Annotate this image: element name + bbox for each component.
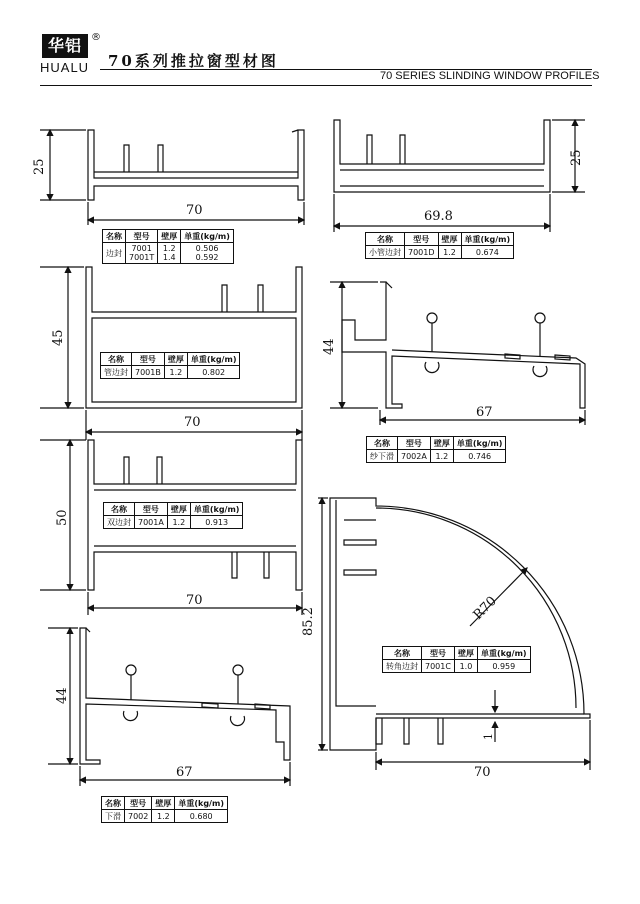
- dim-7002-height: 44: [55, 687, 70, 704]
- dim-7002-width: 67: [176, 765, 193, 780]
- page-title-cn: 70系列推拉窗型材图: [108, 52, 279, 70]
- cell-name: 纱下滑: [367, 450, 398, 463]
- col-header-weight: 单重(kg/m): [181, 230, 234, 243]
- cell-name: 小管边封: [366, 246, 405, 259]
- col-header-thickness: 壁厚: [158, 230, 181, 243]
- col-header-model: 型号: [135, 503, 168, 516]
- col-header-model: 型号: [405, 233, 439, 246]
- cell-thickness: 1.2: [167, 516, 190, 529]
- col-header-name: 名称: [366, 233, 405, 246]
- col-header-name: 名称: [103, 230, 126, 243]
- dim-7001B-height: 45: [51, 329, 66, 346]
- col-header-weight: 单重(kg/m): [453, 437, 506, 450]
- profile-7001C-drawing: [318, 498, 590, 770]
- col-header-model: 型号: [126, 230, 158, 243]
- col-header-thickness: 壁厚: [167, 503, 190, 516]
- spec-table-7001B: [100, 352, 240, 379]
- col-header-weight: 单重(kg/m): [187, 353, 240, 366]
- cell-name: 边封: [103, 243, 126, 264]
- logo-english: HUALU: [40, 60, 90, 75]
- col-header-model: 型号: [422, 647, 455, 660]
- cell-model: 7001D: [405, 246, 439, 259]
- dim-7001C-radius: R70: [470, 593, 500, 623]
- cell-weight: 0.674: [461, 246, 514, 259]
- col-header-weight: 单重(kg/m): [190, 503, 243, 516]
- col-header-name: 名称: [383, 647, 422, 660]
- cell-thickness-line: 1.2: [162, 244, 176, 253]
- spec-table-7001D: [365, 232, 514, 259]
- cell-model: 7001B: [132, 366, 165, 379]
- col-header-name: 名称: [104, 503, 135, 516]
- cell-weight: 0.680: [175, 810, 228, 823]
- dim-7001B-width: 70: [184, 415, 201, 430]
- col-header-thickness: 壁厚: [430, 437, 453, 450]
- logo-mark: 华铝: [42, 34, 88, 58]
- cell-weight: 0.746: [453, 450, 506, 463]
- col-header-weight: 单重(kg/m): [175, 797, 228, 810]
- dim-7002A-width: 67: [476, 405, 493, 420]
- dim-7001A-width: 70: [186, 593, 203, 608]
- dim-7002A-height: 44: [322, 338, 337, 355]
- col-header-name: 名称: [101, 353, 132, 366]
- cell-model: [126, 243, 158, 264]
- registered-mark: ®: [91, 32, 101, 43]
- page-title-en: 70 SERIES SLINDING WINDOW PROFILES: [380, 70, 600, 82]
- cell-name: 下滑: [102, 810, 125, 823]
- spec-table-7002: [101, 796, 228, 823]
- cell-model: 7002A: [398, 450, 431, 463]
- cell-thickness: 1.0: [454, 660, 477, 673]
- cell-thickness: [158, 243, 181, 264]
- dim-7001C-width: 70: [474, 765, 491, 780]
- dim-7001D-height: 25: [569, 149, 584, 166]
- col-header-weight: 单重(kg/m): [461, 233, 514, 246]
- col-header-weight: 单重(kg/m): [477, 647, 530, 660]
- col-header-thickness: 壁厚: [152, 797, 175, 810]
- profile-7001-drawing: [40, 130, 304, 225]
- cell-weight-line: 0.506: [195, 244, 219, 253]
- cell-thickness: 1.2: [164, 366, 187, 379]
- cell-name: 转角边封: [383, 660, 422, 673]
- cell-model: 7002: [125, 810, 152, 823]
- profile-7002A-drawing: [330, 282, 585, 425]
- cell-thickness: 1.2: [152, 810, 175, 823]
- dim-7001C-height: 85.2: [301, 607, 316, 636]
- dim-7001A-height: 50: [55, 509, 70, 526]
- cell-name: 双边封: [104, 516, 135, 529]
- col-header-name: 名称: [102, 797, 125, 810]
- col-header-name: 名称: [367, 437, 398, 450]
- cell-weight-line: 0.592: [195, 253, 219, 262]
- cell-model: 7001C: [422, 660, 455, 673]
- dim-7001D-width: 69.8: [424, 209, 453, 224]
- cell-model: 7001A: [135, 516, 168, 529]
- cell-name: 管边封: [101, 366, 132, 379]
- cell-model-line: 7001T: [129, 253, 155, 262]
- cell-weight: 0.959: [477, 660, 530, 673]
- dim-7001C-wall: 1: [482, 733, 495, 740]
- profile-7002-drawing: [48, 628, 290, 786]
- dim-7001-width: 70: [186, 203, 203, 218]
- col-header-model: 型号: [398, 437, 431, 450]
- col-header-thickness: 壁厚: [454, 647, 477, 660]
- cell-thickness: 1.2: [430, 450, 453, 463]
- col-header-model: 型号: [132, 353, 165, 366]
- cell-thickness-line: 1.4: [162, 253, 176, 262]
- cell-weight: 0.913: [190, 516, 243, 529]
- col-header-model: 型号: [125, 797, 152, 810]
- cell-weight: [181, 243, 234, 264]
- spec-table-7002A: [366, 436, 506, 463]
- spec-table-7001: [102, 229, 234, 264]
- col-header-thickness: 壁厚: [438, 233, 461, 246]
- cell-thickness: 1.2: [438, 246, 461, 259]
- col-header-thickness: 壁厚: [164, 353, 187, 366]
- dim-7001-height: 25: [32, 158, 47, 175]
- cell-model-line: 7001: [131, 244, 152, 253]
- profile-7001D-drawing: [334, 120, 585, 232]
- spec-table-7001C: [382, 646, 531, 673]
- cell-weight: 0.802: [187, 366, 240, 379]
- spec-table-7001A: [103, 502, 243, 529]
